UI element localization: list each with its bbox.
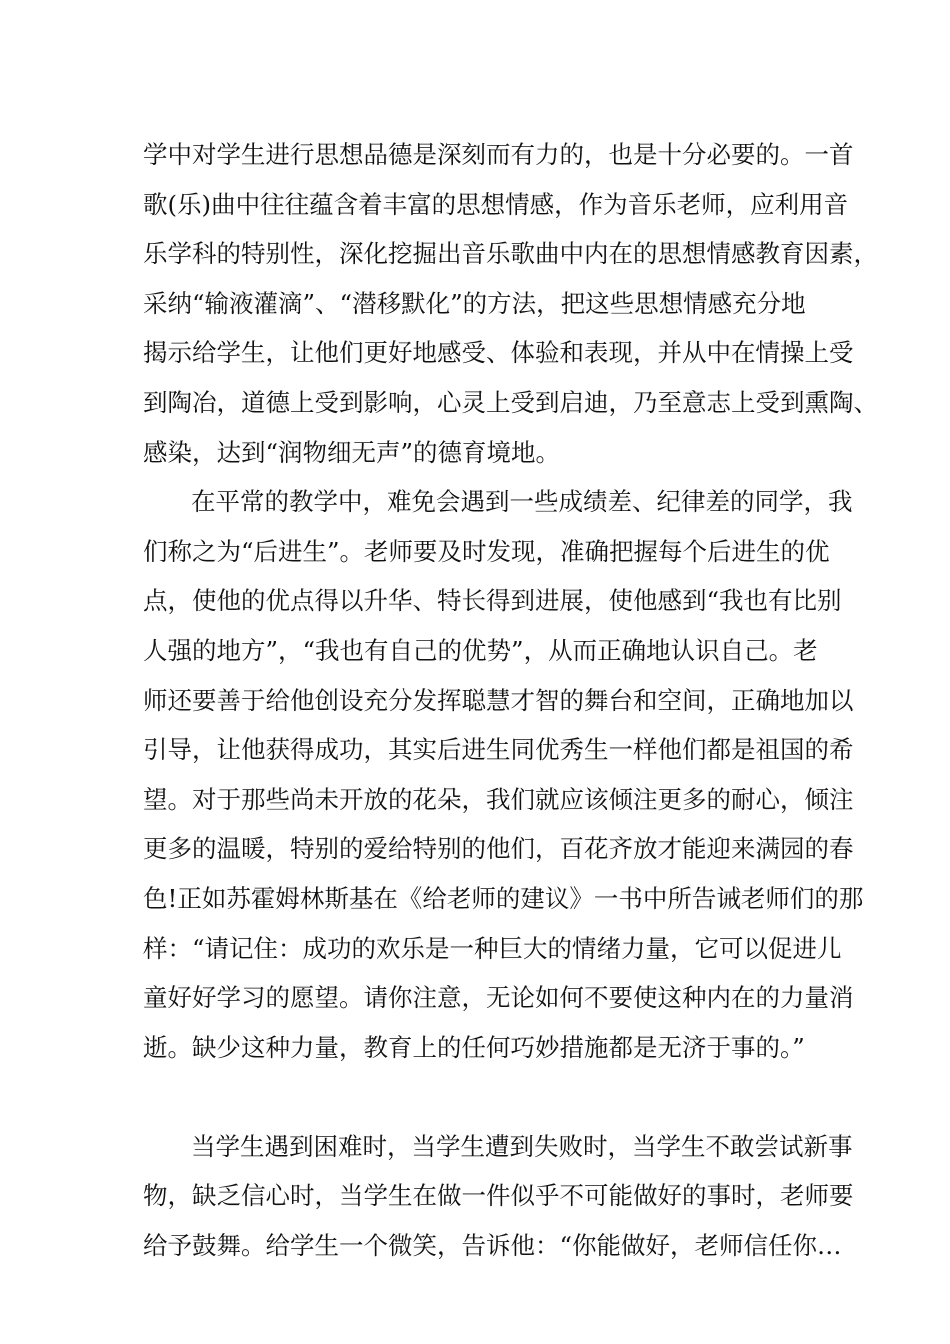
text-line: 逝。缺少这种力量，教育上的任何巧妙措施都是无济于事的。” (143, 1032, 805, 1062)
text-line: 当学生遇到困难时，当学生遭到失败时，当学生不敢尝试新事 (191, 1131, 853, 1161)
paragraph-1 (143, 130, 878, 477)
document-body (143, 130, 878, 1271)
text-line: 样：“请记住：成功的欢乐是一种巨大的情绪力量，它可以促进儿 (143, 933, 842, 963)
text-line: 色!正如苏霍姆林斯基在《给老师的建议》一书中所告诫老师们的那 (143, 883, 864, 913)
text-line: 揭示给学生，让他们更好地感受、体验和表现，并从中在情操上受 (143, 338, 854, 368)
paragraph-2 (143, 477, 864, 1122)
text-line: 乐学科的特别性，深化挖掘出音乐歌曲中内在的思想情感教育因素， (143, 239, 878, 269)
text-line: 们称之为“后进生”。老师要及时发现，准确把握每个后进生的优 (143, 536, 830, 566)
text-line: 童好好学习的愿望。请你注意，无论如何不要使这种内在的力量消 (143, 983, 854, 1013)
text-line: 更多的温暖，特别的爱给特别的他们，百花齐放才能迎来满园的春 (143, 834, 854, 864)
text-line: 引导，让他获得成功，其实后进生同优秀生一样他们都是祖国的希 (143, 735, 854, 765)
text-line: 师还要善于给他创设充分发挥聪慧才智的舞台和空间，正确地加以 (143, 685, 854, 715)
text-line: 在平常的教学中，难免会遇到一些成绩差、纪律差的同学，我 (191, 487, 853, 517)
text-line: 到陶冶，道德上受到影响，心灵上受到启迪，乃至意志上受到熏陶、 (143, 387, 878, 417)
text-line: 望。对于那些尚未开放的花朵，我们就应该倾注更多的耐心，倾注 (143, 784, 854, 814)
text-line: 物，缺乏信心时，当学生在做一件似乎不可能做好的事时，老师要 (143, 1181, 854, 1211)
text-line: 歌(乐)曲中往往蕴含着丰富的思想情感，作为音乐老师，应利用音 (143, 189, 849, 219)
text-line (143, 1072, 823, 1122)
paragraph-3 (143, 1122, 854, 1271)
text-line: 学中对学生进行思想品德是深刻而有力的，也是十分必要的。一首 (143, 140, 854, 169)
text-line: 人强的地方”，“我也有自己的优势”，从而正确地认识自己。老 (143, 635, 818, 665)
text-line: 采纳“输液灌滴”、“潜移默化”的方法，把这些思想情感充分地 (143, 288, 806, 318)
text-line: 给予鼓舞。给学生一个微笑，告诉他：“你能做好，老师信任你… (143, 1231, 842, 1261)
text-line: 点，使他的优点得以升华、特长得到进展，使他感到“我也有比别 (143, 586, 842, 616)
text-line: 感染，达到“润物细无声”的德育境地。 (143, 437, 561, 467)
